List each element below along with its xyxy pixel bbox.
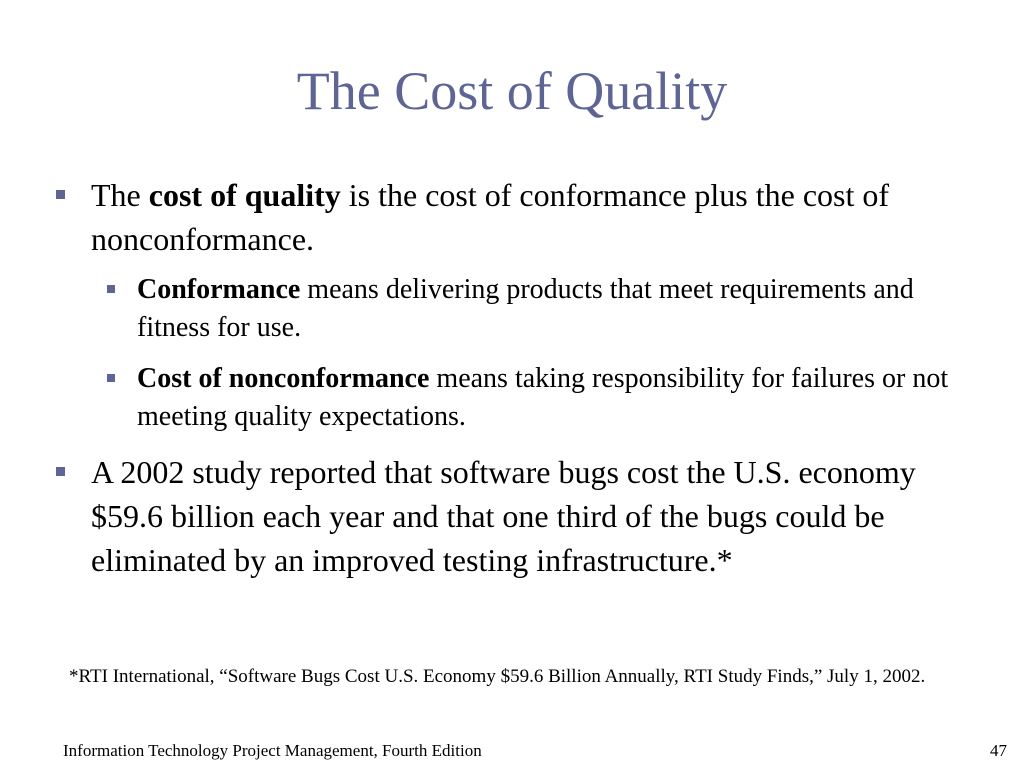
bullet-text-lead: The [91, 177, 149, 213]
sub-bullet-term: Cost of nonconformance [137, 363, 430, 394]
sub-bullet-text-rest: means delivering products that meet requirements and fitness for use. [137, 274, 914, 343]
sub-bullet-text-rest: means taking responsibility for failures or not meeting quality expectations. [137, 363, 949, 432]
footnote: *RTI International, “Software Bugs Cost U.S. Economy $59.6 Billion Annually, RTI Study Finds,” July 1, 2002. [69, 666, 926, 687]
bullet-2002-study [56, 450, 986, 582]
page-number: 47 [990, 741, 1007, 760]
bullet-term: cost of quality [148, 177, 341, 213]
sub-bullet-cost-of-nonconformance [107, 360, 967, 436]
sub-bullet-term: Conformance [137, 274, 301, 305]
bullet-text-rest: is the cost of conformance plus the cost of nonconformance. [91, 177, 890, 257]
square-bullet-icon [56, 467, 65, 476]
bullet-text [91, 173, 986, 261]
square-bullet-icon [56, 190, 65, 199]
bullet-cost-of-quality [56, 173, 986, 261]
square-bullet-icon [107, 374, 115, 382]
sub-bullet-text [137, 271, 967, 347]
bullet-text: A 2002 study reported that software bugs cost the U.S. economy $59.6 billion each year and that one third of the bugs could be eliminated by an improved testing infrastructure.* [91, 454, 916, 578]
square-bullet-icon [107, 285, 115, 293]
footer-book-title: Information Technology Project Management, Fourth Edition [63, 741, 482, 760]
slide-title: The Cost of Quality [296, 61, 728, 121]
sub-bullet-text [137, 360, 967, 436]
sub-bullet-conformance [107, 271, 967, 347]
